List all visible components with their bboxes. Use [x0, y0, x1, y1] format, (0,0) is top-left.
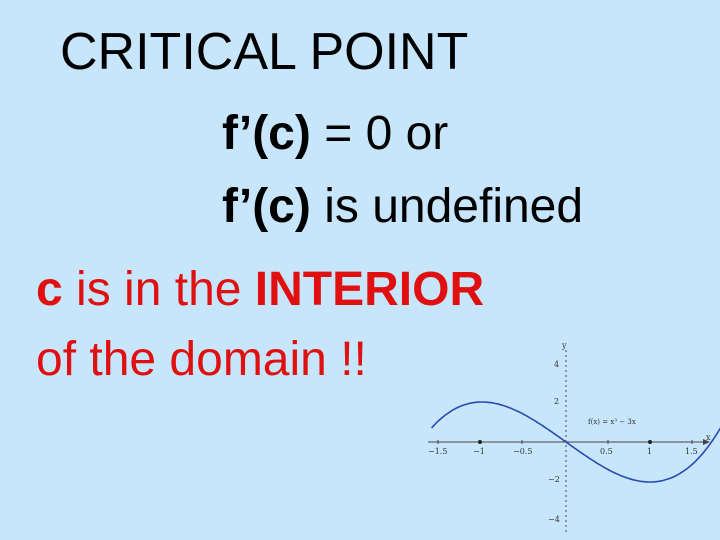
- fprime-c-label: f’(c): [222, 107, 311, 160]
- domain-statement: of the domain !!: [36, 333, 367, 386]
- is-undefined-text: is undefined: [310, 180, 584, 233]
- y-axis-label: y: [562, 341, 567, 350]
- x-tick-label: 0.5: [600, 447, 613, 456]
- critical-point-marker: [648, 440, 652, 444]
- condition-derivative-zero: [222, 107, 449, 160]
- interior-word: INTERIOR: [254, 263, 485, 316]
- cubic-function-graph: [420, 330, 720, 540]
- x-tick-label: −1.5: [428, 447, 448, 456]
- interior-statement: [36, 263, 485, 316]
- critical-point-marker: [478, 440, 482, 444]
- y-tick-label: −4: [548, 515, 560, 524]
- x-tick-label: −1: [473, 447, 485, 456]
- x-tick-label: 1.5: [685, 447, 698, 456]
- y-tick-label: 2: [554, 397, 560, 406]
- y-tick-label: 4: [554, 360, 560, 369]
- slide-title: CRITICAL POINT: [60, 23, 469, 81]
- c-variable: c: [36, 263, 63, 316]
- y-tick-label: −2: [548, 475, 560, 484]
- x-tick-label: −0.5: [513, 447, 533, 456]
- x-axis-label: x: [706, 433, 711, 442]
- is-in-the-text: is in the: [62, 263, 255, 316]
- equals-zero-or-text: = 0 or: [310, 107, 449, 160]
- x-tick-label: 1: [647, 447, 653, 456]
- function-label: f(x) = x³ − 3x: [588, 418, 636, 426]
- fprime-c-label: f’(c): [222, 180, 311, 233]
- condition-derivative-undefined: [222, 180, 584, 233]
